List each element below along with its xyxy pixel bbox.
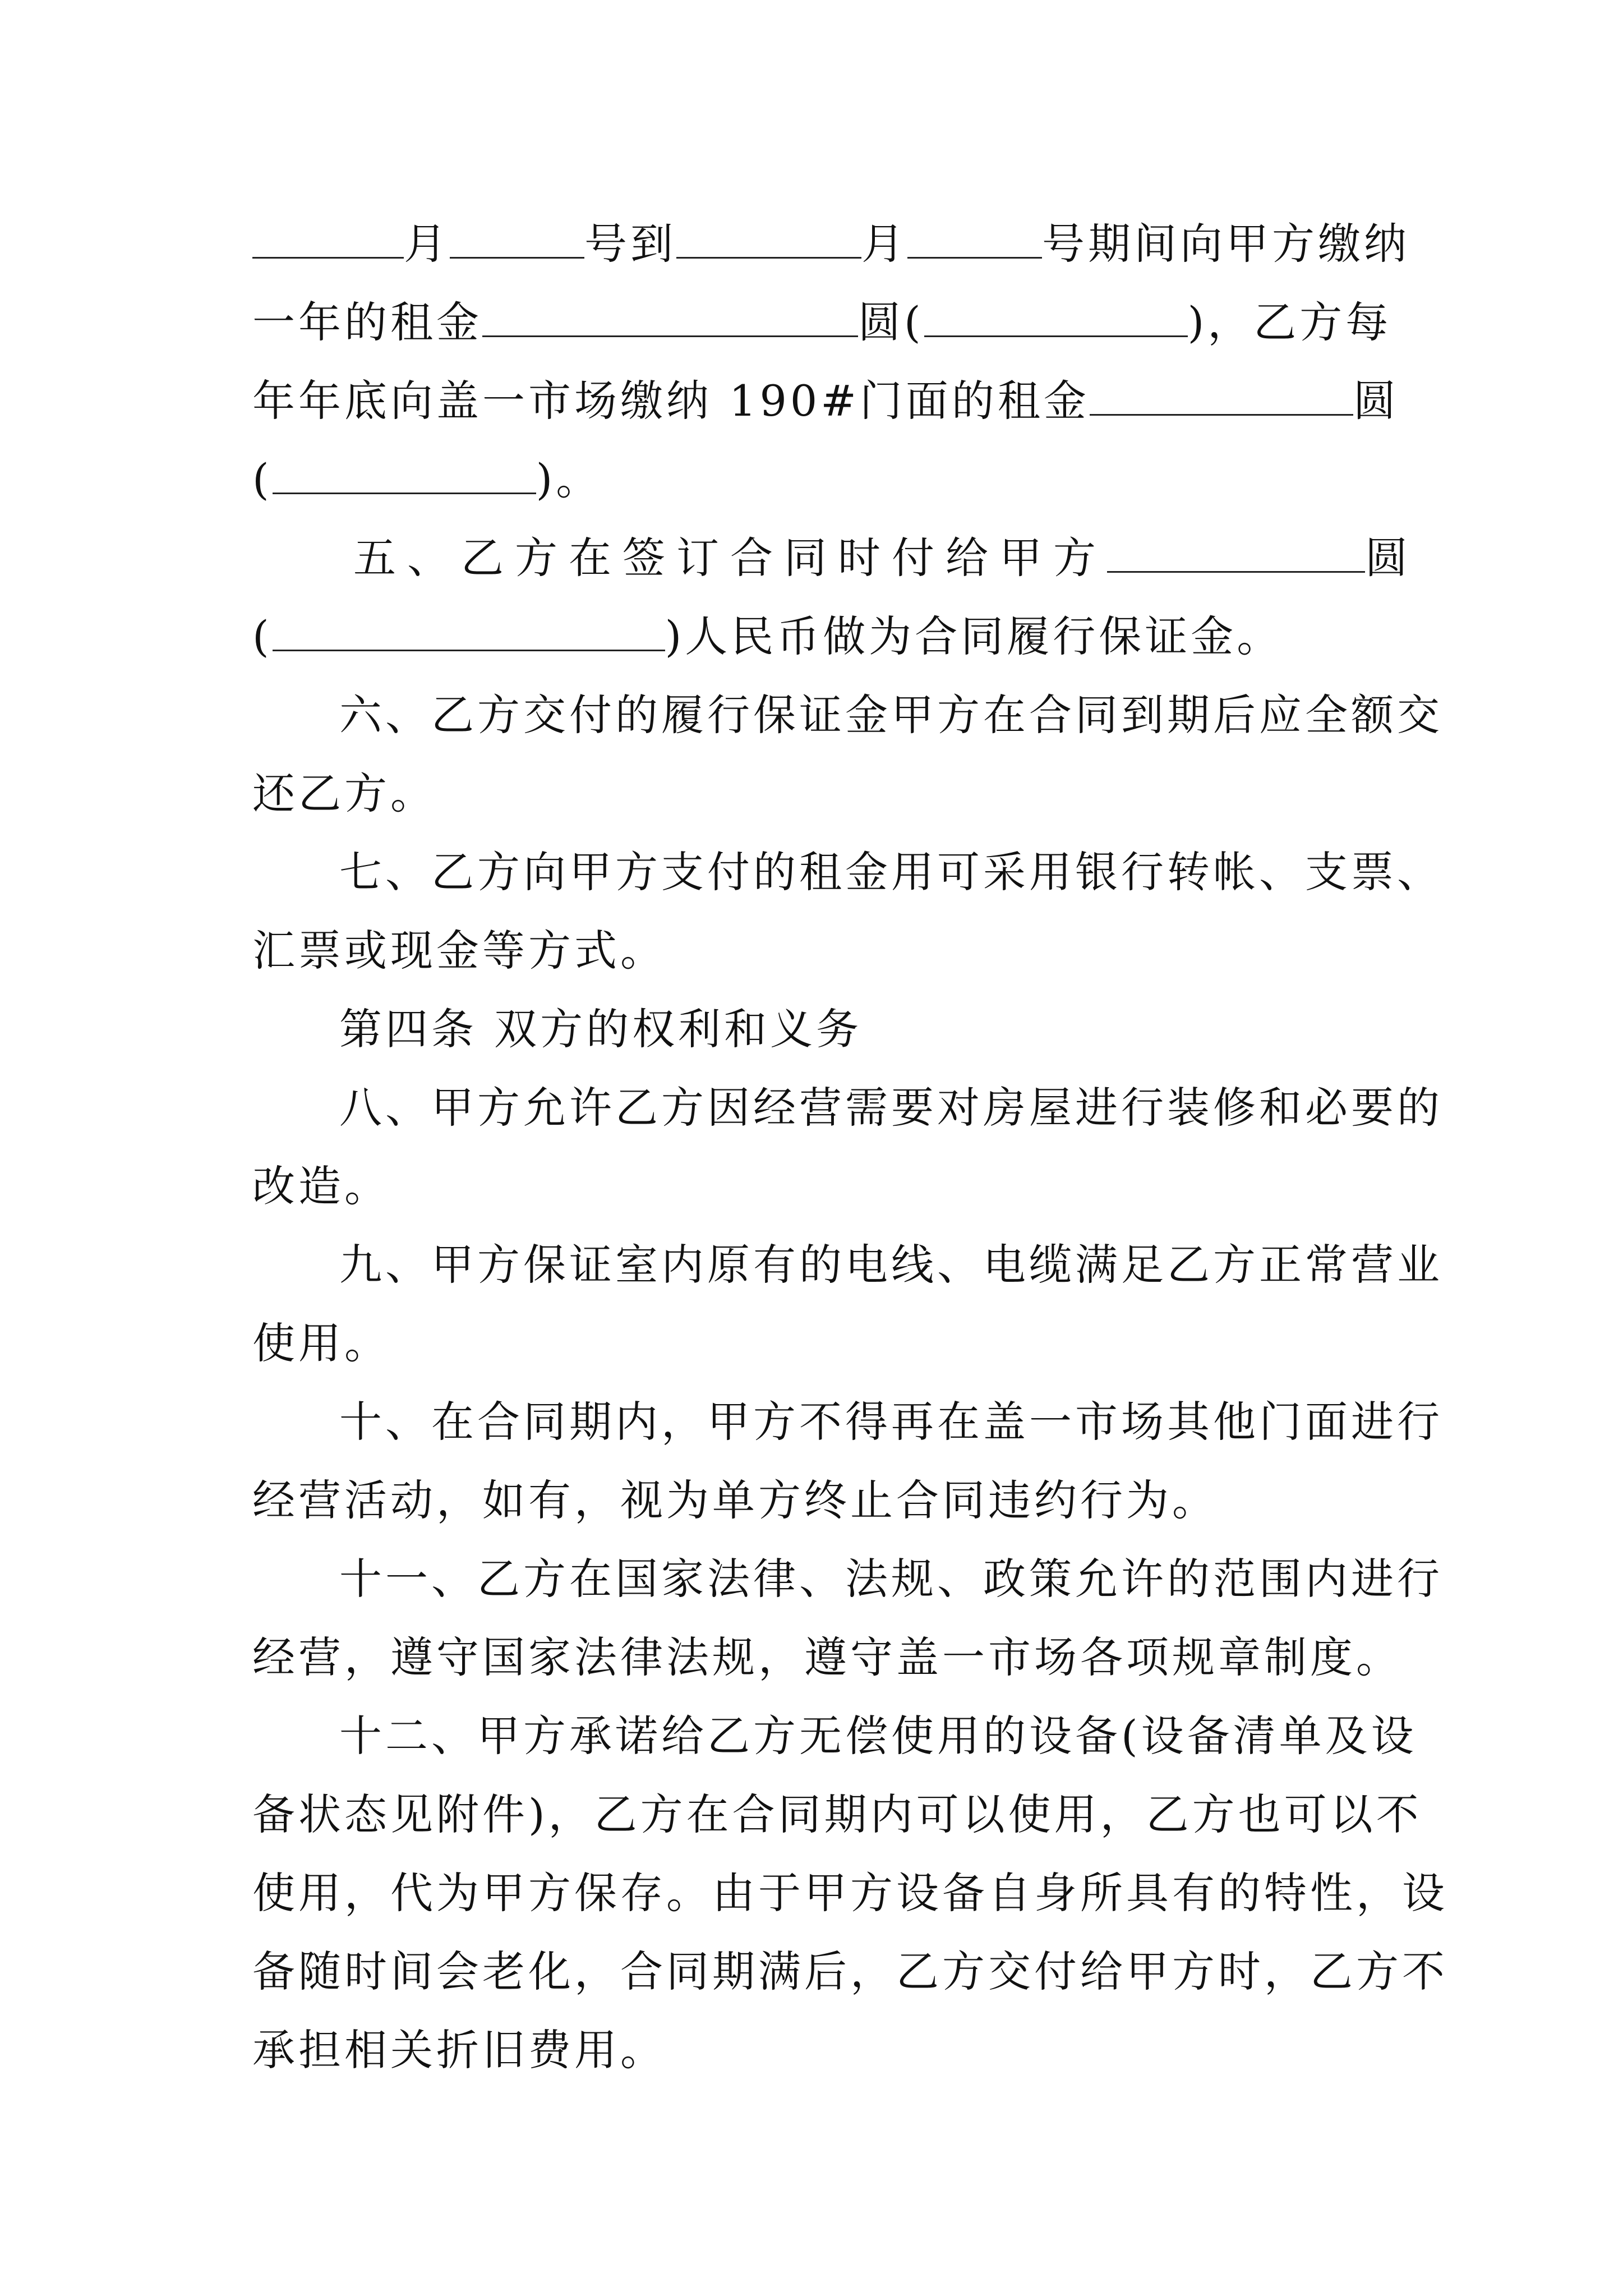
text-segment: ( xyxy=(252,611,273,661)
text-line-6 xyxy=(252,609,1283,665)
paragraph-8-line-2: 改造。 xyxy=(252,1161,390,1211)
text-segment: )人民币做为合同履行保证金。 xyxy=(665,611,1283,661)
paragraph-8-line-1: 八、甲方允许乙方因经营需要对房屋进行装修和必要的 xyxy=(339,1083,1443,1133)
text-segment: 号期间向甲方缴纳 xyxy=(1042,219,1410,269)
fill-blank xyxy=(252,218,404,259)
fill-blank xyxy=(1090,375,1353,416)
text-segment: 年年底向盖一市场缴纳 190#门面的租金 xyxy=(252,376,1090,426)
text-line-3 xyxy=(252,373,1399,429)
paragraph-7-line-2: 汇票或现金等方式。 xyxy=(252,926,666,976)
paragraph-12-line-2: 备状态见附件)，乙方在合同期内可以使用，乙方也可以不 xyxy=(252,1789,1422,1839)
paragraph-10-line-1: 十、在合同期内，甲方不得再在盖一市场其他门面进行 xyxy=(339,1397,1443,1447)
text-segment: 圆( xyxy=(858,297,924,347)
text-segment: 一年的租金 xyxy=(252,297,482,347)
text-line-2 xyxy=(252,295,1391,351)
text-segment: )，乙方每 xyxy=(1187,297,1392,347)
fill-blank xyxy=(907,218,1042,259)
paragraph-12-line-3: 使用，代为甲方保存。由于甲方设备自身所具有的特性，设 xyxy=(252,1868,1448,1918)
paragraph-10-line-2: 经营活动，如有，视为单方终止合同违约行为。 xyxy=(252,1475,1218,1525)
section-heading: 第四条 双方的权利和义务 xyxy=(339,1004,863,1054)
text-segment: 月 xyxy=(404,219,450,269)
text-line-4 xyxy=(252,452,602,508)
text-segment: 五、乙方在签订合同时付给甲方 xyxy=(353,533,1107,583)
paragraph-12-line-4: 备随时间会老化，合同期满后，乙方交付给甲方时，乙方不 xyxy=(252,1947,1448,1996)
paragraph-6-line-1: 六、乙方交付的履行保证金甲方在合同到期后应全额交 xyxy=(339,690,1443,740)
paragraph-11-line-2: 经营，遵守国家法律法规，遵守盖一市场各项规章制度。 xyxy=(252,1632,1402,1682)
paragraph-9-line-1: 九、甲方保证室内原有的电线、电缆满足乙方正常营业 xyxy=(339,1240,1443,1290)
fill-blank xyxy=(1107,532,1365,573)
paragraph-12-line-5: 承担相关折旧费用。 xyxy=(252,2025,666,2075)
text-segment: ( xyxy=(252,454,273,504)
paragraph-9-line-2: 使用。 xyxy=(252,1318,390,1368)
text-line-1 xyxy=(252,216,1410,272)
paragraph-7-line-1: 七、乙方向甲方支付的租金用可采用银行转帐、支票、 xyxy=(339,847,1443,897)
fill-blank xyxy=(676,218,861,259)
text-segment: 月 xyxy=(861,219,907,269)
fill-blank xyxy=(273,610,665,651)
paragraph-6-line-2: 还乙方。 xyxy=(252,769,436,818)
paragraph-12-line-1: 十二、甲方承诺给乙方无偿使用的设备(设备清单及设 xyxy=(339,1711,1417,1761)
text-segment: 圆 xyxy=(1353,376,1399,426)
fill-blank xyxy=(924,296,1188,337)
text-segment: )。 xyxy=(536,454,602,504)
text-segment: 号到 xyxy=(584,219,676,269)
fill-blank xyxy=(450,218,584,259)
fill-blank xyxy=(482,296,858,337)
text-line-5 xyxy=(353,530,1419,586)
paragraph-11-line-1: 十一、乙方在国家法律、法规、政策允许的范围内进行 xyxy=(339,1554,1443,1604)
fill-blank xyxy=(273,453,536,494)
text-segment: 圆 xyxy=(1365,533,1419,583)
